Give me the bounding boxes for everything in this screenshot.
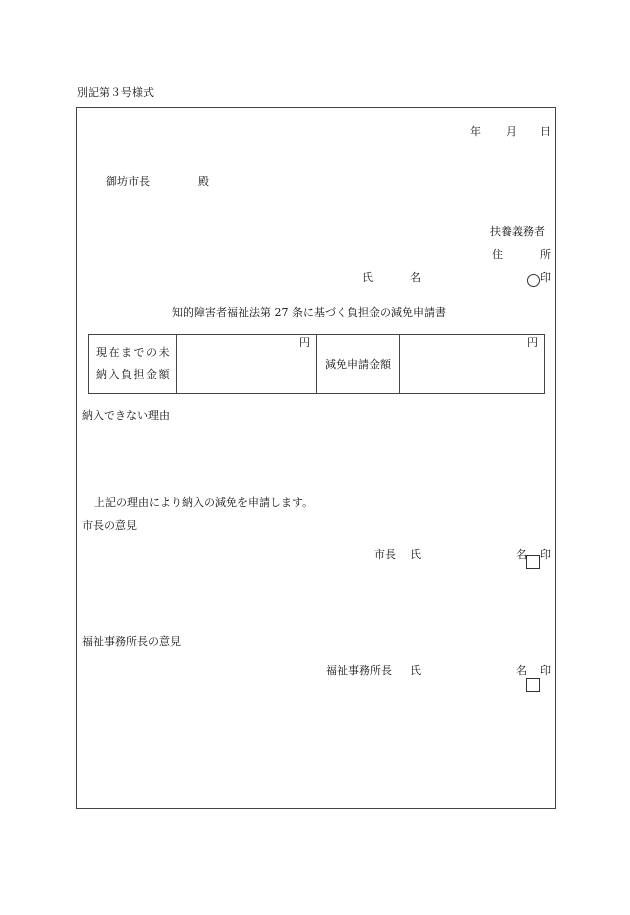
name-label-1: 氏 <box>362 271 373 284</box>
unpaid-amount-label-line1: 現在までの未 <box>96 346 171 359</box>
mayor-seal-label: 印 <box>540 548 551 561</box>
mayor-name-label-2: 名 <box>516 548 527 561</box>
reduction-amount-label: 減免申請金額 <box>317 335 400 394</box>
welfare-seal-box-icon <box>526 678 540 692</box>
addressee-honorific: 殿 <box>198 175 209 188</box>
welfare-opinion-heading: 福祉事務所長の意見 <box>82 635 181 648</box>
address-label-1: 住 <box>492 248 503 261</box>
address-label-2: 所 <box>540 248 551 261</box>
document-title: 知的障害者福祉法第 27 条に基づく負担金の減免申請書 <box>172 306 446 319</box>
applicant-seal-label: 印 <box>540 271 551 284</box>
declaration-text: 上記の理由により納入の減免を申請します。 <box>94 496 314 509</box>
form-number: 別記第３号様式 <box>77 86 154 99</box>
mayor-name-label-1: 氏 <box>410 548 421 561</box>
mayor-seal-box-icon <box>526 555 540 569</box>
date-day-label: 日 <box>540 125 551 138</box>
date-year-label: 年 <box>470 125 481 138</box>
unpaid-amount-label <box>89 335 177 394</box>
mayor-signer: 市長 <box>374 548 396 561</box>
welfare-name-label-1: 氏 <box>410 664 421 677</box>
reason-heading: 納入できない理由 <box>82 409 170 422</box>
welfare-seal-label: 印 <box>540 664 551 677</box>
unpaid-amount-label-line2: 納入負担金額 <box>96 368 171 381</box>
mayor-opinion-heading: 市長の意見 <box>82 519 137 532</box>
unpaid-amount-field[interactable] <box>177 335 317 394</box>
reduction-amount-field[interactable] <box>400 335 545 394</box>
name-label-2: 名 <box>410 271 421 284</box>
welfare-name-label-2: 名 <box>516 664 527 677</box>
unpaid-amount-unit: 円 <box>299 336 310 349</box>
amount-table <box>88 334 545 394</box>
mayor-opinion-field[interactable] <box>82 536 548 546</box>
seal-circle-icon <box>527 274 540 287</box>
welfare-signer: 福祉事務所長 <box>326 664 392 677</box>
applicant-title: 扶養義務者 <box>490 225 545 238</box>
date-month-label: 月 <box>506 125 517 138</box>
addressee-name: 御坊市長 <box>106 175 150 188</box>
reduction-amount-unit: 円 <box>527 336 538 349</box>
reason-field[interactable] <box>82 426 548 486</box>
